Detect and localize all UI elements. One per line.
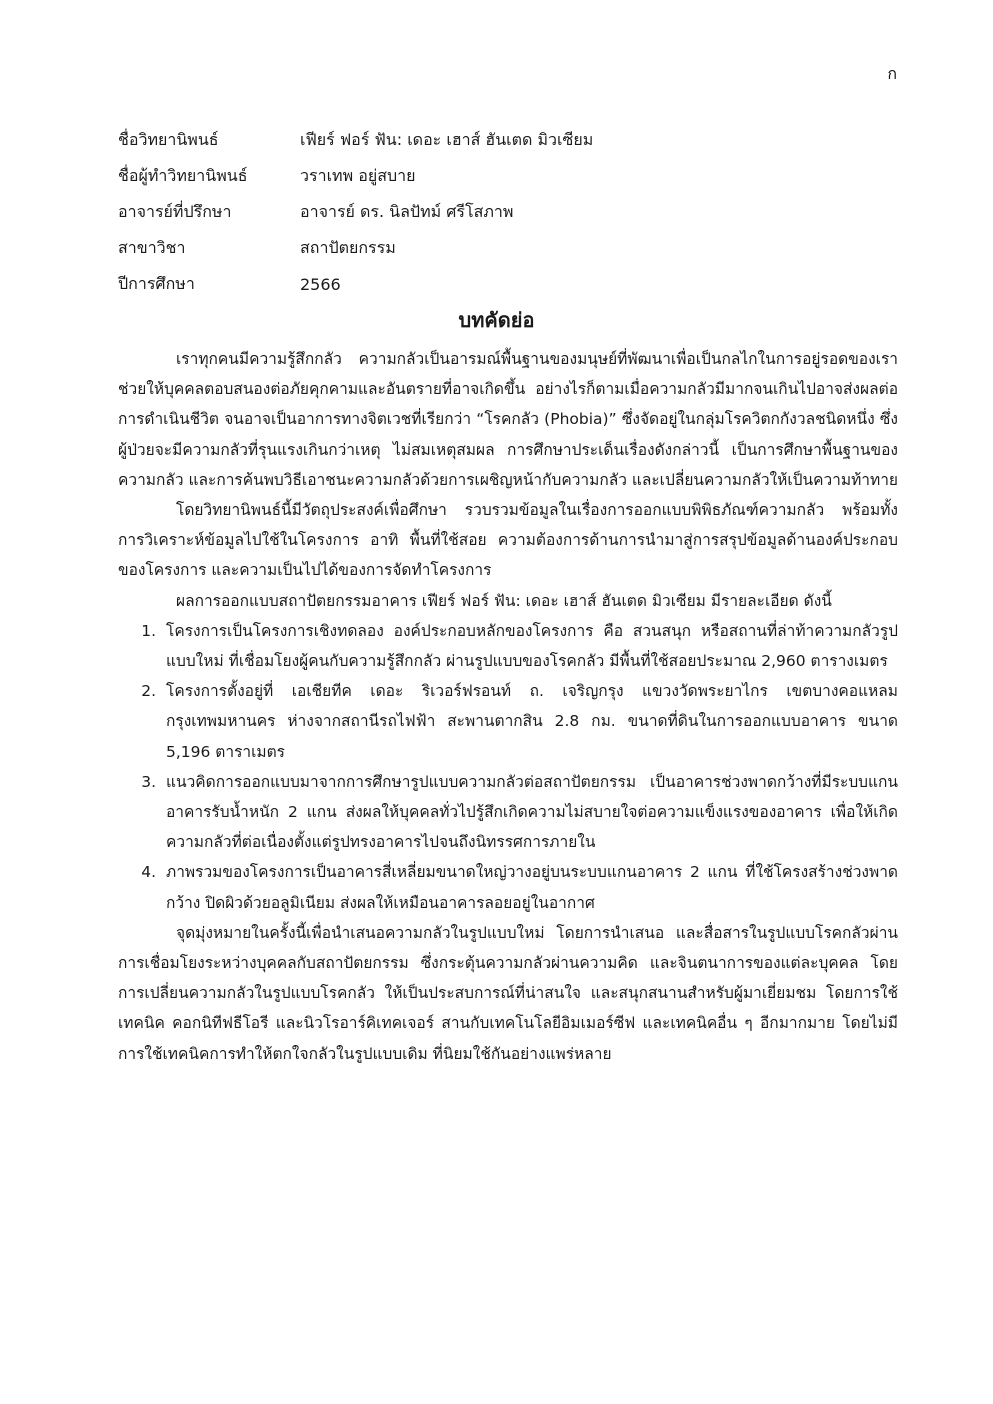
abstract-title: บทคัดย่อ bbox=[458, 308, 535, 332]
list-item bbox=[118, 767, 898, 858]
thesis-title-label: ชื่อวิทยานิพนธ์ bbox=[118, 129, 219, 149]
list-item-number: 2. bbox=[141, 682, 156, 701]
abstract-body bbox=[118, 344, 898, 1069]
thesis-title-row bbox=[118, 122, 878, 158]
list-item-number: 4. bbox=[141, 863, 156, 882]
author-value: วราเทพ อยู่สบาย bbox=[300, 165, 416, 185]
author-row bbox=[118, 158, 878, 194]
list-item-text: โครงการตั้งอยู่ที่ เอเชียทีค เดอะ ริเวอร์ฟรอนท์ ถ. เจริญกรุง แขวงวัดพระยาไกร เขตบางคอแหลม กรุงเทพมหานคร ห่างจากสถานีรถไฟฟ้า สะพานตากสิน 2.8 กม. ขนาดที่ดินในการออกแบบอาคาร ขนาด 5,196 ตาราเมตร bbox=[166, 682, 898, 761]
list-item bbox=[118, 676, 898, 767]
major-row bbox=[118, 230, 878, 266]
advisor-value: อาจารย์ ดร. นิลปัทม์ ศรีโสภาพ bbox=[300, 201, 514, 221]
list-item-number: 1. bbox=[141, 621, 156, 640]
academic-year-label: ปีการศึกษา bbox=[118, 273, 195, 293]
thesis-info bbox=[118, 122, 878, 302]
page-number: ก bbox=[887, 64, 897, 83]
major-label: สาขาวิชา bbox=[118, 237, 186, 257]
abstract-paragraph-2: โดยวิทยานิพนธ์นี้มีวัตถุประสงค์เพื่อศึกษา รวบรวมข้อมูลในเรื่องการออกแบบพิพิธภัณฑ์ความกลัว พร้อมทั้งการวิเคราะห์ข้อมูลไปใช้ในโครงการ อาทิ พื้นที่ใช้สอย ความต้องการด้านการนำมาสู่การสรุปข้อมูลด้านองค์ประกอบของโครงการ และความเป็นไปได้ของการจัดทำโครงการ bbox=[118, 501, 898, 580]
major-value: สถาปัตยกรรม bbox=[300, 237, 396, 257]
list-item-text: โครงการเป็นโครงการเชิงทดลอง องค์ประกอบหลักของโครงการ คือ สวนสนุก หรือสถานที่ล่าท้าความกลัวรูปแบบใหม่ ที่เชื่อมโยงผู้คนกับความรู้สึกกลัว ผ่านรูปแบบของโรคกลัว มีพื้นที่ใช้สอยประมาณ 2,960 ตารางเมตร bbox=[166, 621, 898, 671]
abstract-paragraph-1: เราทุกคนมีความรู้สึกกลัว ความกลัวเป็นอารมณ์พื้นฐานของมนุษย์ที่พัฒนาเพื่อเป็นกลไกในการอยู่รอดของเรา ช่วยให้บุคคลตอบสนองต่อภัยคุกคามและอันตรายที่อาจเกิดขึ้น อย่างไรก็ตามเมื่อความกลัวมีมากจนเกินไปอาจส่งผลต่อการดำเนินชีวิต จนอาจเป็นอาการทางจิตเวชที่เรียกว่า “โรคกลัว (Phobia)” ซึ่งจัดอยู่ในกลุ่มโรควิตกกังวลชนิดหนึ่ง ซึ่งผู้ป่วยจะมีความกลัวที่รุนแรงเกินกว่าเหตุ ไม่สมเหตุสมผล การศึกษาประเด็นเรื่องดังกล่าวนี้ เป็นการศึกษาพื้นฐานของความกลัว และการค้นพบวิธีเอาชนะความกลัวด้วยการเผชิญหน้ากับความกลัว และเปลี่ยนความกลัวให้เป็นความท้าทาย bbox=[118, 350, 899, 489]
author-label: ชื่อผู้ทำวิทยานิพนธ์ bbox=[118, 165, 248, 185]
academic-year-value: 2566 bbox=[300, 274, 341, 294]
list-item-text: แนวคิดการออกแบบมาจากการศึกษารูปแบบความกลัวต่อสถาปัตยกรรม เป็นอาคารช่วงพาดกว้างที่มีระบบแกนอาคารรับน้ำหนัก 2 แกน ส่งผลให้บุคคลทั่วไปรู้สึกเกิดความไม่สบายใจต่อความแข็งแรงของอาคาร เพื่อให้เกิดความกลัวที่ต่อเนื่องตั้งแต่รูปทรงอาคารไปจนถึงนิทรรศการภายใน bbox=[166, 772, 898, 852]
results-list bbox=[118, 616, 898, 918]
list-item-number: 3. bbox=[141, 772, 156, 791]
abstract-paragraph-3: ผลการออกแบบสถาปัตยกรรมอาคาร เฟียร์ ฟอร์ ฟัน: เดอะ เฮาส์ ฮันเตด มิวเซียม มีรายละเอียด ดังนี้ bbox=[176, 591, 832, 610]
abstract-paragraph-4: จุดมุ่งหมายในครั้งนี้เพื่อนำเสนอความกลัวในรูปแบบใหม่ โดยการนำเสนอ และสื่อสารในรูปแบบโรคกลัวผ่านการเชื่อมโยงระหว่างบุคคลกับสถาปัตยกรรม ซึ่งกระตุ้นความกลัวผ่านความคิด และจินตนาการของแต่ละบุคคล โดยการเปลี่ยนความกลัวในรูปแบบโรคกลัว ให้เป็นประสบการณ์ที่น่าสนใจ และสนุกสนานสำหรับผู้มาเยี่ยมชม โดยการใช้เทคนิค คอกนิทีฟธีโอรี และนิวโรอาร์คิเทคเจอร์ สานกับเทคโนโลยีอิมเมอร์ซีฟ และเทคนิคอื่น ๆ อีกมากมาย โดยไม่มีการใช้เทคนิคการทำให้ตกใจกลัวในรูปแบบเดิม ที่นิยมใช้กันอย่างแพร่หลาย bbox=[118, 923, 898, 1063]
advisor-row bbox=[118, 194, 878, 230]
list-item bbox=[118, 857, 898, 917]
list-item-text: ภาพรวมของโครงการเป็นอาคารสี่เหลี่ยมขนาดใหญ่วางอยู่บนระบบแกนอาคาร 2 แกน ที่ใช้โครงสร้างช่วงพาดกว้าง ปิดผิวด้วยอลูมิเนียม ส่งผลให้เหมือนอาคารลอยอยู่ในอากาศ bbox=[166, 863, 898, 912]
advisor-label: อาจารย์ที่ปรึกษา bbox=[118, 201, 232, 221]
list-item bbox=[118, 616, 898, 676]
academic-year-row bbox=[118, 266, 878, 302]
thesis-title-value: เฟียร์ ฟอร์ ฟัน: เดอะ เฮาส์ ฮันเตด มิวเซียม bbox=[300, 129, 594, 149]
